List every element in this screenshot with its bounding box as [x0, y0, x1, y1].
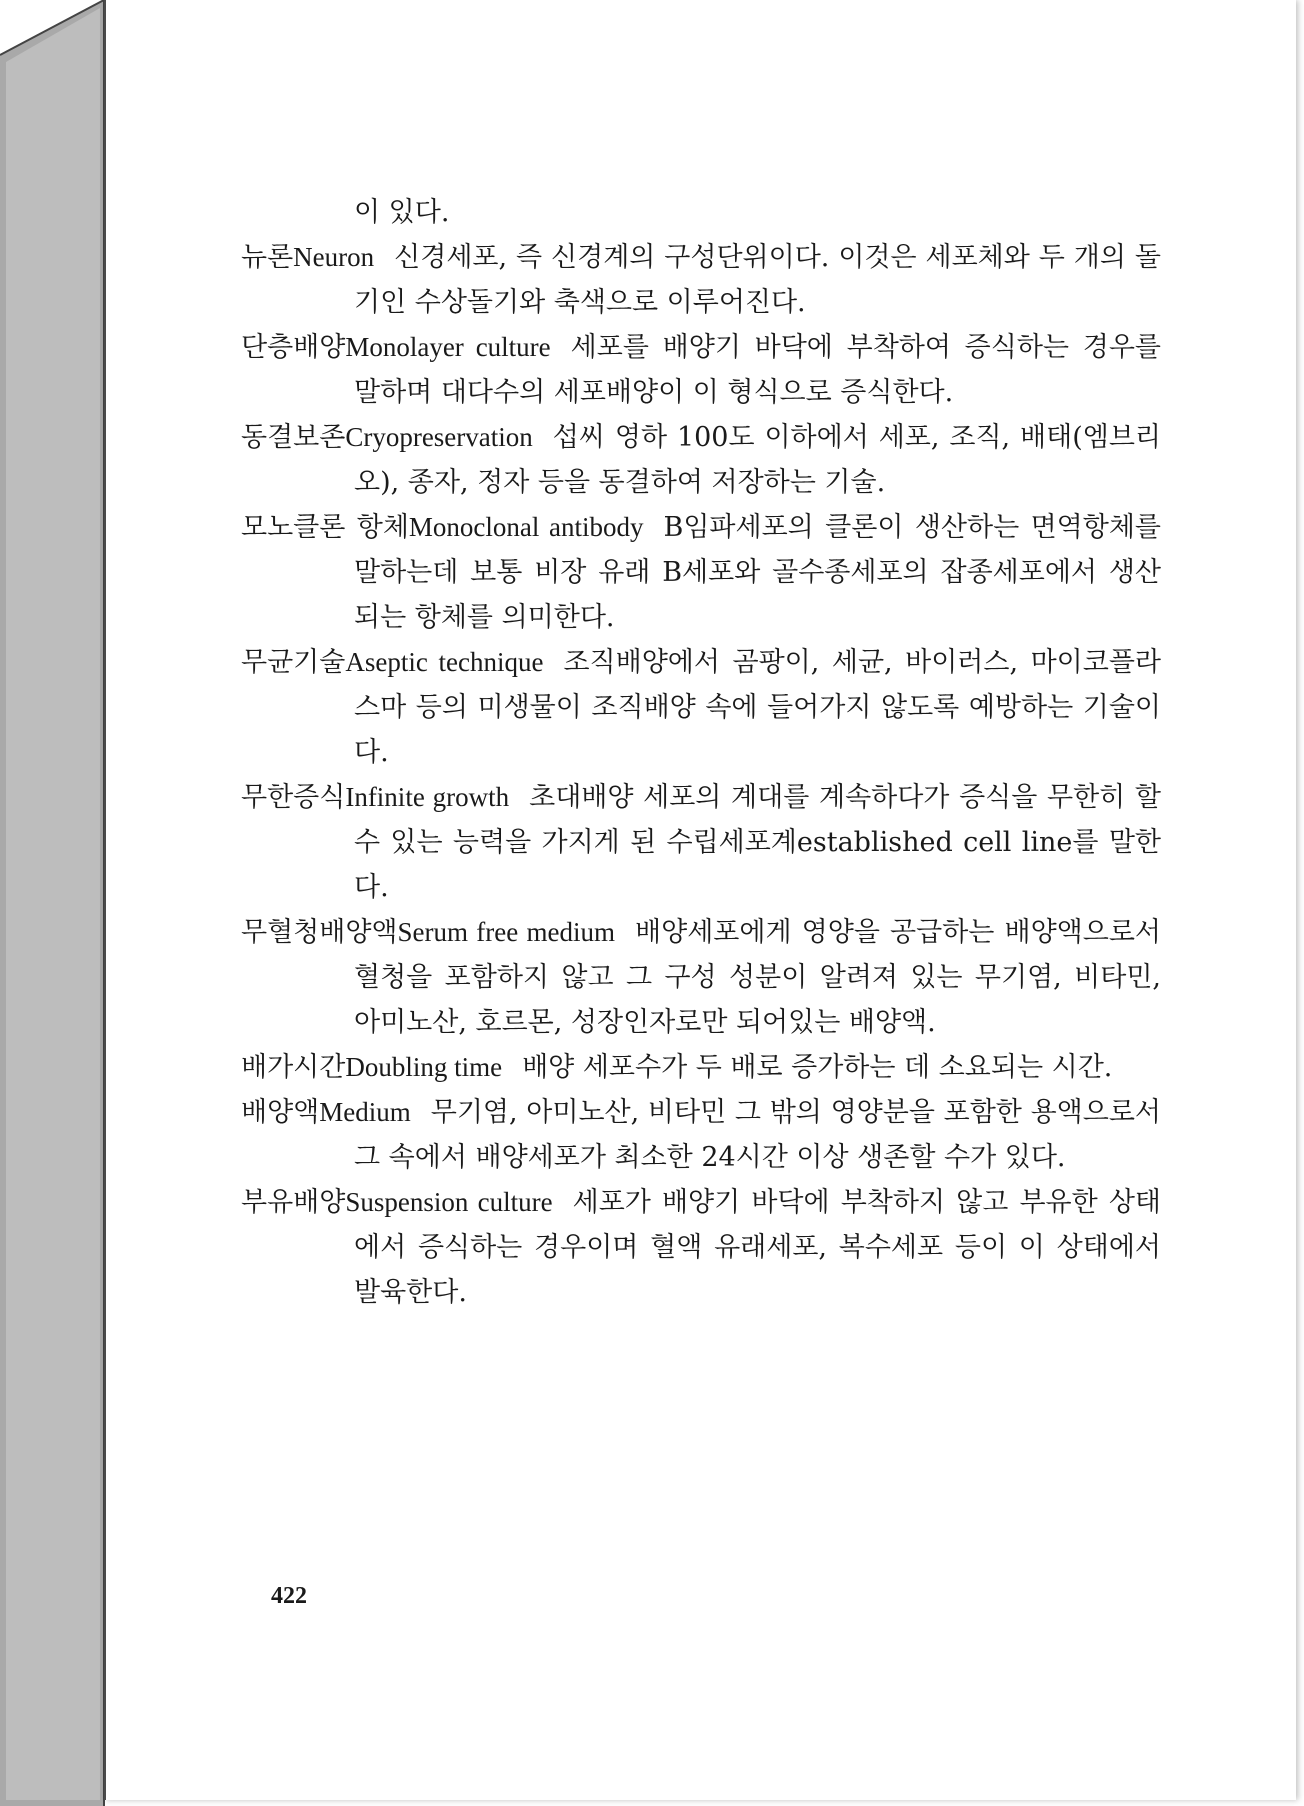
page-number: 422 [271, 1583, 307, 1609]
glossary-content [241, 190, 1161, 1315]
term-korean: 무혈청배양액 [241, 917, 398, 948]
term-definition: 섭씨 영하 100도 이하에서 세포, 조직, 배태(엠브리오), 종자, 정자 등을 동결하여 저장하는 기술. [354, 422, 1161, 498]
glossary-entry-suspension-culture [241, 1180, 1161, 1315]
continuation-text: 이 있다. [354, 197, 450, 228]
term-english: Infinite growth [345, 782, 510, 812]
term-korean: 부유배양 [241, 1187, 346, 1218]
page-sheet [104, 0, 1296, 1800]
term-english: Aseptic technique [345, 647, 544, 677]
book-spine [0, 0, 110, 1806]
glossary-entry-serum-free-medium [241, 910, 1161, 1045]
term-english: Serum free medium [397, 917, 616, 947]
glossary-entry-neuron [241, 235, 1161, 325]
glossary-entry-cryopreservation [241, 415, 1161, 505]
glossary-entry-medium [241, 1090, 1161, 1180]
term-korean: 무균기술 [241, 647, 346, 678]
term-definition: 신경세포, 즉 신경계의 구성단위이다. 이것은 세포체와 두 개의 돌기인 수상돌기와 축색으로 이루어진다. [354, 242, 1161, 318]
term-definition: 배양 세포수가 두 배로 증가하는 데 소요되는 시간. [522, 1052, 1113, 1083]
term-english: Doubling time [345, 1052, 503, 1082]
term-definition: 배양세포에게 영양을 공급하는 배양액으로서 혈청을 포함하지 않고 그 구성 성분이 알려져 있는 무기염, 비타민, 아미노산, 호르몬, 성장인자로만 되어있는 배양액. [354, 917, 1161, 1038]
term-korean: 단층배양 [241, 332, 346, 363]
glossary-entry-monolayer-culture [241, 325, 1161, 415]
term-definition: 초대배양 세포의 계대를 계속하다가 증식을 무한히 할 수 있는 능력을 가지게 된 수립세포계established cell line를 말한다. [354, 782, 1161, 903]
term-korean: 모노클론 항체 [241, 512, 409, 543]
glossary-entry-infinite-growth [241, 775, 1161, 910]
term-definition: 조직배양에서 곰팡이, 세균, 바이러스, 마이코플라스마 등의 미생물이 조직배양 속에 들어가지 않도록 예방하는 기술이다. [354, 647, 1161, 768]
term-definition: 세포를 배양기 바닥에 부착하여 증식하는 경우를 말하며 대다수의 세포배양이 이 형식으로 증식한다. [354, 332, 1161, 408]
glossary-entry-doubling-time [241, 1045, 1161, 1090]
term-english: Monolayer culture [345, 332, 551, 362]
term-definition: B임파세포의 클론이 생산하는 면역항체를 말하는데 보통 비장 유래 B세포와 골수종세포의 잡종세포에서 생산되는 항체를 의미한다. [354, 512, 1161, 633]
term-english: Cryopreservation [345, 422, 533, 452]
term-english: Suspension culture [345, 1187, 553, 1217]
glossary-entry-monoclonal-antibody [241, 505, 1161, 640]
term-english: Medium [319, 1097, 411, 1127]
term-korean: 동결보존 [241, 422, 346, 453]
term-korean: 뉴론 [241, 242, 294, 273]
term-definition: 세포가 배양기 바닥에 부착하지 않고 부유한 상태에서 증식하는 경우이며 혈액 유래세포, 복수세포 등이 이 상태에서 발육한다. [354, 1187, 1161, 1308]
term-english: Neuron [293, 242, 375, 272]
glossary-entry-aseptic-technique [241, 640, 1161, 775]
term-korean: 무한증식 [241, 782, 346, 813]
term-definition: 무기염, 아미노산, 비타민 그 밖의 영양분을 포함한 용액으로서 그 속에서 배양세포가 최소한 24시간 이상 생존할 수가 있다. [354, 1097, 1161, 1173]
term-korean: 배가시간 [241, 1052, 346, 1083]
term-english: Monoclonal antibody [408, 512, 644, 542]
term-korean: 배양액 [241, 1097, 320, 1128]
